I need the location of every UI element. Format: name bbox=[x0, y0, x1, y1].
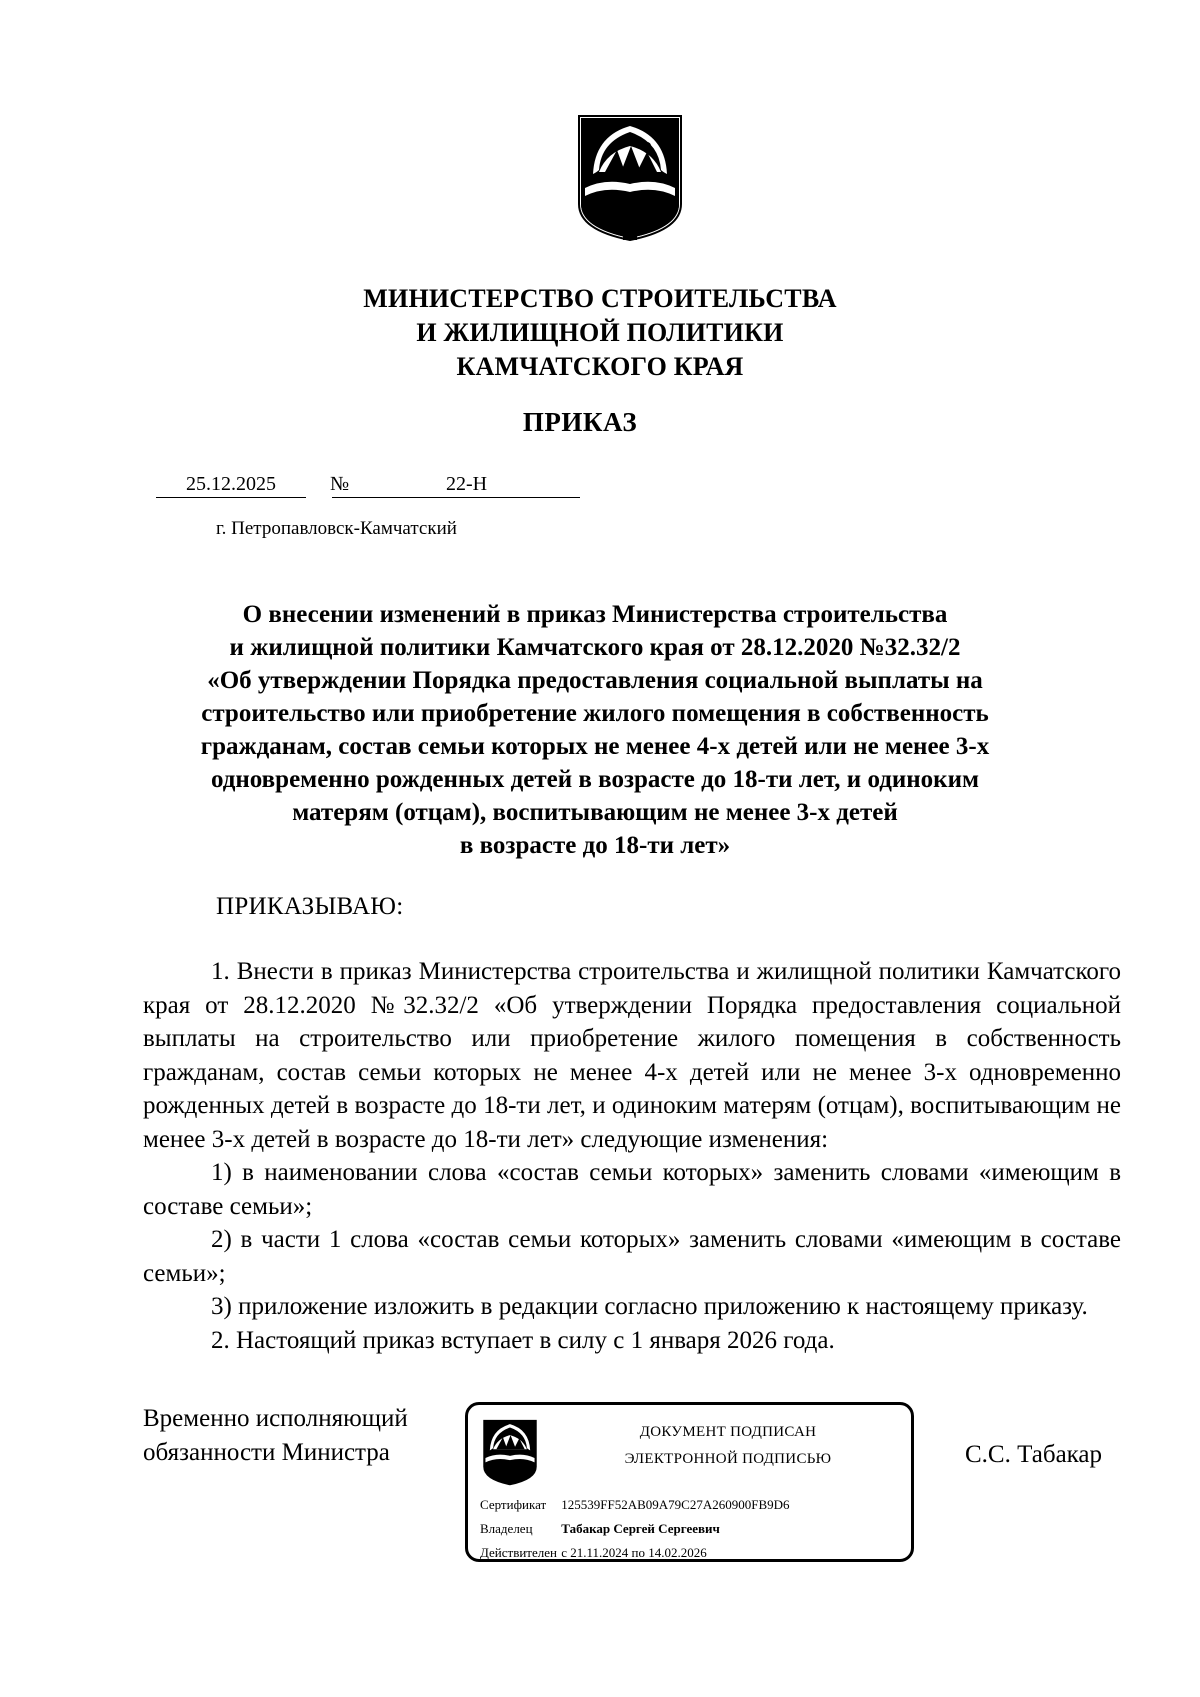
ministry-line: И ЖИЛИЩНОЙ ПОЛИТИКИ bbox=[416, 318, 784, 347]
date-number-line bbox=[156, 468, 580, 498]
order-body bbox=[143, 955, 1121, 1357]
owner-value: Табакар Сергей Сергеевич bbox=[561, 1521, 720, 1536]
stamp-certificate-row bbox=[480, 1497, 790, 1513]
stamp-title bbox=[558, 1419, 898, 1473]
stamp-title-line: ЭЛЕКТРОННОЙ ПОДПИСЬЮ bbox=[624, 1451, 832, 1467]
subject-line: гражданам, состав семьи которых не менее 4-х детей или не менее 3-х bbox=[200, 733, 990, 760]
paragraph-1-item-1: 1) в наименовании слова «состав семьи которых» заменить словами «имеющим в составе семьи»; bbox=[143, 1159, 1121, 1220]
validity-value: с 21.11.2024 по 14.02.2026 bbox=[561, 1545, 707, 1560]
subject-line: строительство или приобретение жилого помещения в собственность bbox=[201, 700, 989, 727]
date-underline bbox=[156, 497, 306, 498]
paragraph-1-item-2: 2) в части 1 слова «состав семьи которых» заменить словами «имеющим в составе семьи»; bbox=[143, 1226, 1121, 1287]
position-line: Временно исполняющий bbox=[143, 1405, 408, 1432]
order-title: ПРИКАЗ bbox=[522, 407, 638, 437]
order-subject bbox=[130, 598, 1060, 862]
signatory-position bbox=[143, 1402, 408, 1469]
order-command: ПРИКАЗЫВАЮ: bbox=[216, 893, 404, 920]
paragraph-1: 1. Внести в приказ Министерства строительства и жилищной политики Камчатского края от 28.12.2020 №32.32/2 «Об утверждении Порядка предоставления социальной выплаты на строительство или приобретение жилого помещения в собственность гражданам, состав семьи которых не менее 4-х детей или не менее 3-х одновременно рожденных детей в возрасте до 18-ти лет, и одиноким матерям (отцам), воспитывающим не менее 3-х детей в возрасте до 18-ти лет» следующие изменения: bbox=[143, 958, 1121, 1153]
subject-line: и жилищной политики Камчатского края от 28.12.2020 №32.32/2 bbox=[229, 634, 961, 661]
subject-line: одновременно рожденных детей в возрасте до 18-ти лет, и одиноким bbox=[210, 766, 980, 793]
paragraph-1-item-3: 3) приложение изложить в редакции согласно приложению к настоящему приказу. bbox=[211, 1293, 1088, 1320]
certificate-label: Сертификат bbox=[480, 1497, 547, 1512]
number-sign: № bbox=[330, 473, 350, 495]
validity-label: Действителен bbox=[480, 1545, 557, 1560]
stamp-title-line: ДОКУМЕНТ ПОДПИСАН bbox=[639, 1424, 817, 1440]
subject-line: матерям (отцам), воспитывающим не менее 3-х детей bbox=[292, 799, 898, 826]
stamp-emblem-icon bbox=[480, 1415, 540, 1489]
order-date: 25.12.2025 bbox=[186, 473, 276, 495]
signatory-name: С.С. Табакар bbox=[965, 1441, 1103, 1468]
ministry-line: МИНИСТЕРСТВО СТРОИТЕЛЬСТВА bbox=[363, 284, 837, 313]
ministry-name bbox=[0, 282, 1200, 384]
subject-line: «Об утверждении Порядка предоставления социальной выплаты на bbox=[207, 667, 983, 694]
paragraph-2: 2. Настоящий приказ вступает в силу с 1 января 2026 года. bbox=[211, 1326, 835, 1354]
electronic-signature-stamp bbox=[465, 1402, 914, 1562]
stamp-validity-row bbox=[480, 1545, 707, 1561]
stamp-owner-row bbox=[480, 1521, 720, 1537]
ministry-line: КАМЧАТСКОГО КРАЯ bbox=[456, 352, 744, 381]
order-number: 22-Н bbox=[446, 473, 488, 495]
city: г. Петропавловск-Камчатский bbox=[216, 518, 457, 539]
subject-line: в возрасте до 18-ти лет» bbox=[459, 832, 731, 859]
coat-of-arms-emblem bbox=[575, 112, 685, 242]
owner-label: Владелец bbox=[480, 1521, 533, 1536]
subject-line: О внесении изменений в приказ Министерства строительства bbox=[242, 601, 948, 628]
position-line: обязанности Министра bbox=[143, 1438, 390, 1466]
certificate-value: 125539FF52AB09A79C27A260900FB9D6 bbox=[561, 1497, 790, 1512]
number-underline bbox=[332, 497, 580, 498]
